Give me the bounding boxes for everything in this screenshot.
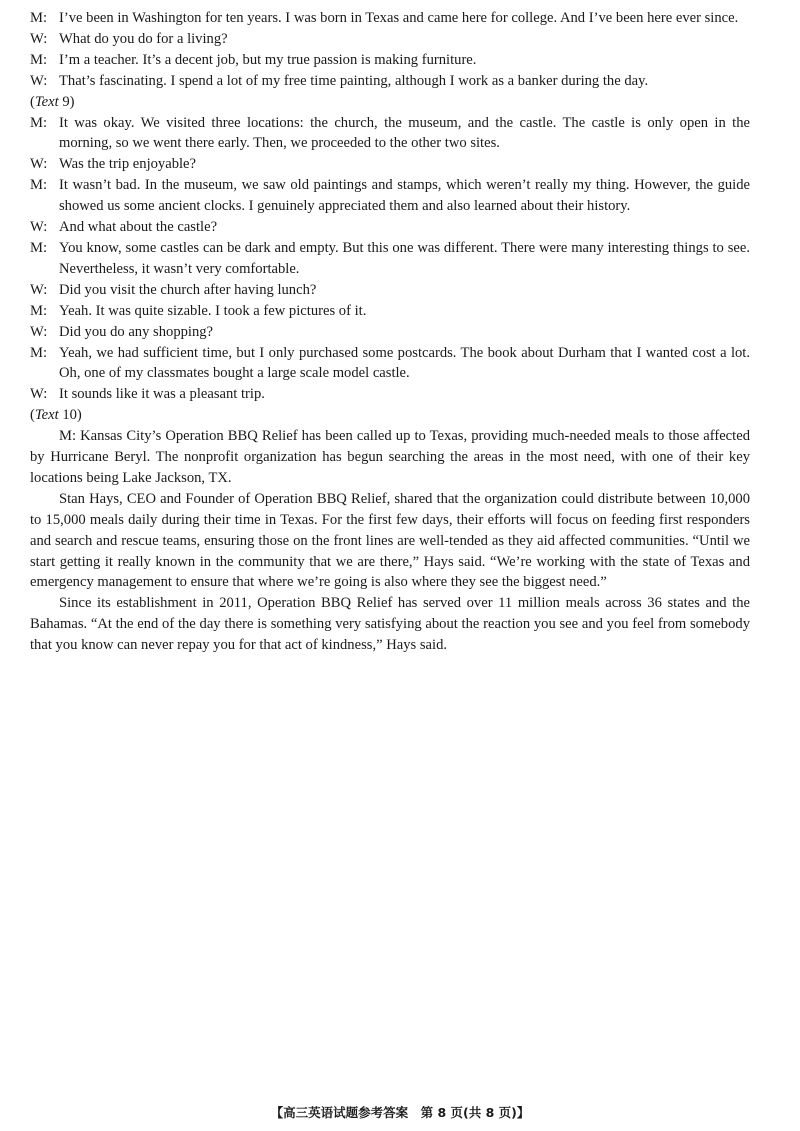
dialogue-line <box>30 154 750 175</box>
dialogue-text: I’m a teacher. It’s a decent job, but my true passion is making furniture. <box>59 51 477 68</box>
dialogue-line <box>30 113 750 155</box>
passage-block <box>30 426 750 656</box>
dialogue-text: Did you do any shopping? <box>59 323 214 340</box>
text-9-heading <box>30 92 750 113</box>
dialogue-text: Yeah, we had sufficient time, but I only purchased some postcards. The book about Durham that I wanted cost a lot. Oh, one of my classmates bought a large scale model castle. <box>59 344 750 382</box>
dialogue-text: It wasn’t bad. In the museum, we saw old paintings and stamps, which weren’t really my thing. However, the guide showed us some ancient clocks. I genuinely appreciated them and also learned about their history. <box>59 177 750 215</box>
speaker-label: M: <box>30 239 48 256</box>
dialogue-line <box>30 322 750 343</box>
text-10-heading <box>30 405 750 426</box>
dialogue-line <box>30 8 750 29</box>
dialogue-text: I’ve been in Washington for ten years. I was born in Texas and came here for college. And I’ve been here ever since. <box>59 10 739 26</box>
dialogue-line <box>30 29 750 50</box>
heading-text-word: Text <box>34 407 59 424</box>
dialogue-line <box>30 175 750 217</box>
dialogue-text: You know, some castles can be dark and empty. But this one was different. There were many interesting things to see. Nevertheless, it wasn’t very comfortable. <box>59 239 750 277</box>
dialogue-block-2 <box>30 113 750 406</box>
speaker-label: M: <box>30 51 48 68</box>
speaker-label: W: <box>30 323 48 340</box>
heading-number: 9) <box>58 93 75 110</box>
dialogue-text: It sounds like it was a pleasant trip. <box>59 386 265 403</box>
heading-text-word: Text <box>34 93 59 110</box>
passage-paragraph: Stan Hays, CEO and Founder of Operation BBQ Relief, shared that the organization could distribute between 10,000 to 15,000 meals daily during their time in Texas. For the first few days, their efforts will focus on feeding first responders and search and rescue teams, ensuring those on the front lines are well-tended as they aid affected communities. “Until we start getting it really known in the community that we are there,” Hays said. “We’re working with the state of Texas and emergency management to ensure that where we’re going is also where they see the biggest need.” <box>30 490 750 591</box>
speaker-label: W: <box>30 386 48 403</box>
heading-number: 10) <box>58 407 82 424</box>
dialogue-text: And what about the castle? <box>59 219 218 236</box>
passage-paragraph: Since its establishment in 2011, Operation BBQ Relief has served over 11 million meals across 36 states and the Bahamas. “At the end of the day there is something very satisfying about the reaction you see and you feel from somebody that you know can never repay you for that act of kindness,” Hays said. <box>30 595 750 654</box>
dialogue-text: Was the trip enjoyable? <box>59 156 197 173</box>
dialogue-text: That’s fascinating. I spend a lot of my free time painting, although I work as a banker during the day. <box>59 72 649 89</box>
speaker-label: W: <box>30 281 48 298</box>
heading-open-paren: ( <box>30 93 35 110</box>
dialogue-line <box>30 50 750 71</box>
speaker-label: M: <box>30 177 48 194</box>
speaker-label: W: <box>30 30 48 47</box>
speaker-label: M: <box>30 10 48 26</box>
dialogue-text: What do you do for a living? <box>59 30 228 47</box>
speaker-label: W: <box>30 156 48 173</box>
dialogue-block-1 <box>30 8 750 92</box>
dialogue-text: It was okay. We visited three locations: the church, the museum, and the castle. The castle is only open in the morning, so we went there early. Then, we proceeded to the other two sites. <box>59 114 750 152</box>
dialogue-line <box>30 71 750 92</box>
dialogue-text: Did you visit the church after having lunch? <box>59 281 317 298</box>
speaker-label: W: <box>30 72 48 89</box>
speaker-label: W: <box>30 219 48 236</box>
document-page <box>30 8 750 656</box>
speaker-label: M: <box>30 344 48 361</box>
dialogue-line <box>30 343 750 385</box>
dialogue-line <box>30 280 750 301</box>
heading-open-paren: ( <box>30 407 35 424</box>
dialogue-line <box>30 238 750 280</box>
speaker-label: M: <box>30 302 48 319</box>
page-footer: 【高三英语试题参考答案 第 8 页(共 8 页)】 <box>270 1105 530 1120</box>
dialogue-line <box>30 301 750 322</box>
passage-paragraph: M: Kansas City’s Operation BBQ Relief has been called up to Texas, providing much-needed meals to those affected by Hurricane Beryl. The nonprofit organization has begun searching the areas in the most need, with one of their key locations being Lake Jackson, TX. <box>30 428 750 486</box>
speaker-label: M: <box>30 114 48 131</box>
dialogue-line <box>30 217 750 238</box>
dialogue-line <box>30 384 750 405</box>
dialogue-text: Yeah. It was quite sizable. I took a few pictures of it. <box>59 302 367 319</box>
